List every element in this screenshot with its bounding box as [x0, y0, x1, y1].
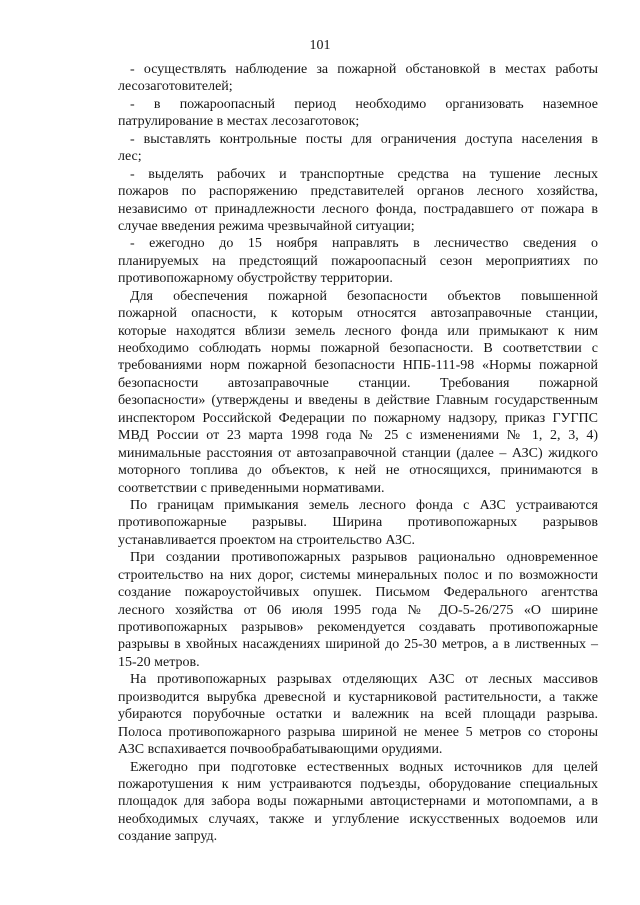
paragraph [118, 131, 598, 166]
text-line: безопасности» (утверждены и введены в действие Главным государственным [118, 393, 598, 409]
text-line: При создании противопожарных разрывов рационально одновременное [130, 550, 598, 566]
text-line: необходимо соблюдать нормы пожарной безопасности. В соответствии с [118, 341, 598, 356]
text-line: противопожарных разрывов» рекомендуется создавать противопожарные [118, 620, 598, 635]
text-line: необходимых случаях, также и углубление искусственных водоемов или [118, 811, 598, 827]
text-line: площадок для забора воды пожарными автоцистернами и мотопомпами, а в [118, 794, 598, 810]
text-line: моторного топлива до объектов, к ней не относящихся, принимаются в [118, 463, 598, 479]
text-line: требованиями норм пожарной безопасности НПБ-111-98 «Нормы пожарной [118, 358, 598, 374]
text-line: - в пожароопасный период необходимо организовать наземное [130, 96, 598, 112]
text-line: АЗС вспахивается почвообрабатывающими орудиями. [118, 742, 443, 758]
text-line: минимальные расстояния от автозаправочной станции (далее – АЗС) жидкого [118, 445, 598, 461]
text-line: лес; [118, 149, 142, 165]
text-line: - осуществлять наблюдение за пожарной обстановкой в местах работы [130, 62, 598, 77]
paragraph [118, 288, 598, 497]
paragraph [118, 671, 598, 758]
text-line: строительство на них дорог, системы минеральных полос и по возможности [118, 567, 598, 583]
text-line: лесного хозяйства от 06 июля 1995 года № ДО-5-26/275 «О ширине [118, 602, 598, 618]
text-line: Ежегодно при подготовке естественных водных источников для целей [130, 759, 598, 775]
text-line: разрывы в хвойных насаждениях шириной до 25-30 метров, а в лиственных – [118, 637, 598, 653]
text-line: инспектором Российской Федерации по пожарному надзору, приказ ГУГПС [118, 410, 598, 426]
paragraph [118, 759, 598, 846]
text-line: - выделять рабочих и транспортные средства на тушение лесных [130, 166, 598, 182]
text-line: Для обеспечения пожарной безопасности объектов повышенной [130, 288, 598, 304]
paragraph [118, 166, 598, 236]
paragraph [118, 549, 598, 671]
text-line: По границам примыкания земель лесного фонда с АЗС устраиваются [130, 497, 598, 513]
text-line: лесозаготовителей; [118, 79, 233, 95]
text-line: МВД России от 23 марта 1998 года № 25 с изменениями № 1, 2, 3, 4) [118, 428, 598, 444]
text-line: патрулирование в местах лесозаготовок; [118, 114, 360, 130]
text-line: - ежегодно до 15 ноября направлять в лесничество сведения о [130, 236, 598, 252]
text-line: производится вырубка древесной и кустарниковой растительности, а также [118, 689, 598, 705]
text-line: - выставлять контрольные посты для ограничения доступа населения в [130, 131, 598, 147]
text-line: создание пожароустойчивых опушек. Письмом Федерального агентства [118, 585, 598, 601]
text-line: безопасности автозаправочные станции. Требования пожарной [118, 375, 598, 391]
text-line: противопожарные разрывы. Ширина противопожарных разрывов [118, 515, 598, 531]
text-line: убираются порубочные остатки и валежник на всей площади разрыва. [118, 707, 598, 723]
text-line: На противопожарных разрывах отделяющих АЗС от лесных массивов [130, 672, 598, 688]
paragraph [118, 61, 598, 96]
text-line: независимо от принадлежности лесного фонда, пострадавшего от пожара в [118, 201, 598, 217]
text-line: пожарной опасности, к которым относятся автозаправочные станции, [118, 306, 598, 322]
text-line: пожаротушения к ним устраиваются подъезды, оборудование специальных [118, 776, 598, 792]
text-line: соответствии с приведенными нормативами. [118, 480, 385, 496]
text-line: которые находятся вблизи земель лесного фонда или примыкают к ним [118, 323, 598, 339]
paragraph [118, 235, 598, 287]
page-number: 101 [309, 38, 331, 53]
text-line: противопожарному обустройству территории. [118, 271, 393, 287]
paragraph [118, 497, 598, 549]
text-line: случае введения режима чрезвычайной ситуации; [118, 218, 415, 234]
text-line: планируемых на предстоящий пожароопасный сезон мероприятиях по [118, 253, 598, 269]
text-line: устанавливается проектом на строительство АЗС. [118, 532, 416, 548]
paragraph [118, 96, 598, 131]
text-line: пожаров по распоряжению представителей органов лесного хозяйства, [118, 184, 598, 200]
text-line: создание запруд. [118, 829, 218, 845]
text-line: 15-20 метров. [118, 654, 200, 670]
document-body [118, 61, 598, 846]
text-line: Полоса противопожарного разрыва шириной не менее 5 метров со стороны [118, 724, 598, 740]
